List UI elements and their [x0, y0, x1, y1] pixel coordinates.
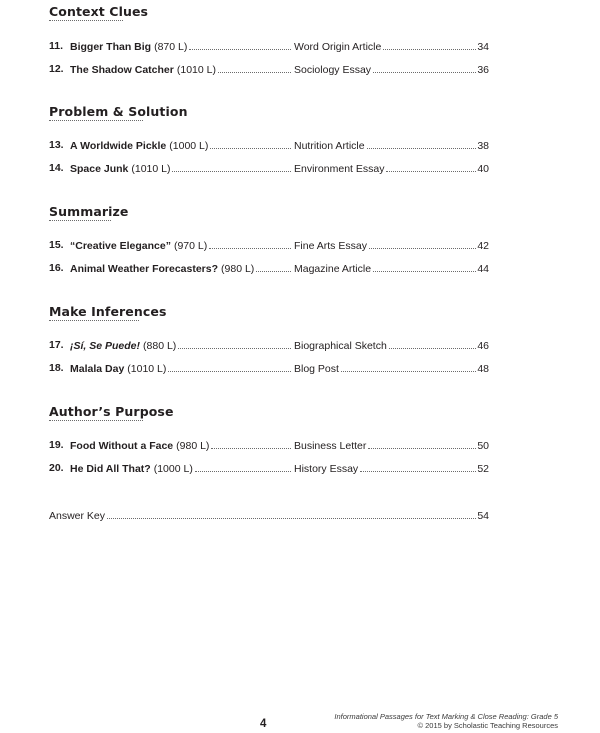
toc-entry[interactable]	[49, 138, 489, 152]
dot-leader	[368, 438, 476, 449]
entry-title: Malala Day	[70, 363, 125, 375]
entry-lexile: (870 L)	[154, 41, 188, 53]
footer-credit	[334, 712, 558, 730]
section-make-inferences	[49, 304, 489, 375]
credit-line-copyright: © 2015 by Scholastic Teaching Resources	[417, 721, 558, 730]
heading-underline	[49, 420, 143, 421]
entry-title: He Did All That?	[70, 463, 151, 475]
dot-leader	[369, 238, 476, 249]
entry-genre: Sociology Essay	[294, 64, 372, 76]
dot-leader	[383, 39, 476, 50]
entry-title: The Shadow Catcher	[70, 64, 174, 76]
entry-page: 34	[477, 41, 489, 53]
entry-title: Space Junk	[70, 163, 129, 175]
dot-leader	[178, 338, 291, 349]
section-heading: Author’s Purpose	[49, 404, 174, 419]
entry-title: Animal Weather Forecasters?	[70, 263, 219, 275]
entry-genre: Business Letter	[294, 440, 367, 452]
section-authors-purpose	[49, 404, 489, 475]
entry-title: A Worldwide Pickle	[70, 140, 167, 152]
entry-page: 42	[477, 240, 489, 252]
dot-leader	[195, 461, 291, 472]
entry-number: 13.	[49, 139, 64, 151]
toc-entry[interactable]	[49, 238, 489, 252]
entry-page: 46	[477, 340, 489, 352]
entry-genre: Magazine Article	[294, 263, 372, 275]
dot-leader	[341, 361, 476, 372]
entry-genre: Fine Arts Essay	[294, 240, 367, 252]
section-summarize	[49, 204, 489, 275]
section-heading: Problem & Solution	[49, 104, 188, 119]
entry-page: 52	[477, 463, 489, 475]
entry-number: 11.	[49, 40, 64, 52]
toc-entry[interactable]	[49, 461, 489, 475]
dot-leader	[218, 62, 291, 73]
toc-entry[interactable]	[49, 338, 489, 352]
toc-entry[interactable]	[49, 39, 489, 53]
entry-lexile: (980 L)	[176, 440, 210, 452]
page-number: 4	[260, 718, 267, 730]
entry-lexile: (1010 L)	[127, 363, 167, 375]
dot-leader	[256, 261, 291, 272]
dot-leader	[367, 138, 477, 149]
dot-leader	[172, 161, 291, 172]
entry-number: 15.	[49, 239, 64, 251]
entry-title: “Creative Elegance”	[70, 240, 171, 252]
entry-lexile: (1000 L)	[153, 463, 193, 475]
toc-entry[interactable]	[49, 62, 489, 76]
entry-genre: Nutrition Article	[294, 140, 365, 152]
heading-underline	[49, 320, 139, 321]
toc-entry[interactable]	[49, 261, 489, 275]
dot-leader	[360, 461, 476, 472]
section-heading: Context Clues	[49, 4, 149, 19]
entry-title: Bigger Than Big	[70, 41, 152, 53]
section-problem-solution	[49, 104, 489, 175]
entry-lexile: (1010 L)	[176, 64, 216, 76]
entry-page: 48	[477, 363, 489, 375]
toc-entry[interactable]	[49, 361, 489, 375]
entry-page: 50	[477, 440, 489, 452]
entry-lexile: (980 L)	[221, 263, 255, 275]
heading-underline	[49, 120, 143, 121]
entry-page: 40	[477, 163, 489, 175]
section-heading: Make Inferences	[49, 304, 167, 319]
entry-page: 38	[477, 140, 489, 152]
entry-genre: Blog Post	[294, 363, 339, 375]
entry-page: 36	[477, 64, 489, 76]
entry-title: ¡Sí, Se Puede!	[70, 340, 141, 352]
dot-leader	[373, 261, 476, 272]
section-heading: Summarize	[49, 204, 129, 219]
dot-leader	[189, 39, 291, 50]
entry-title: Food Without a Face	[70, 440, 174, 452]
toc-entry[interactable]	[49, 161, 489, 175]
dot-leader	[373, 62, 476, 73]
entry-lexile: (880 L)	[143, 340, 177, 352]
entry-number: 14.	[49, 162, 64, 174]
dot-leader	[386, 161, 476, 172]
dot-leader	[210, 138, 291, 149]
entry-page: 44	[477, 263, 489, 275]
entry-number: 20.	[49, 462, 64, 474]
entry-number: 16.	[49, 262, 64, 274]
answer-key-page: 54	[477, 510, 489, 522]
entry-number: 18.	[49, 362, 64, 374]
entry-genre: Word Origin Article	[294, 41, 382, 53]
entry-lexile: (1000 L)	[169, 140, 209, 152]
entry-lexile: (970 L)	[173, 240, 208, 252]
entry-lexile: (1010 L)	[131, 163, 171, 175]
entry-genre: Environment Essay	[294, 163, 385, 175]
dot-leader	[211, 438, 291, 449]
dot-leader	[107, 508, 476, 519]
entry-number: 12.	[49, 63, 64, 75]
entry-number: 19.	[49, 439, 64, 451]
heading-underline	[49, 220, 111, 221]
credit-line-title: Informational Passages for Text Marking & Close Reading: Grade 5	[334, 712, 558, 721]
dot-leader	[389, 338, 477, 349]
section-context-clues	[49, 4, 489, 76]
answer-key-entry[interactable]	[49, 508, 489, 523]
entry-genre: Biographical Sketch	[294, 340, 387, 352]
answer-key-label: Answer Key	[49, 510, 106, 522]
toc-entry[interactable]	[49, 438, 489, 452]
entry-number: 17.	[49, 339, 64, 351]
entry-genre: History Essay	[294, 463, 359, 475]
dot-leader	[168, 361, 291, 372]
heading-underline	[49, 20, 123, 21]
dot-leader	[209, 238, 291, 249]
